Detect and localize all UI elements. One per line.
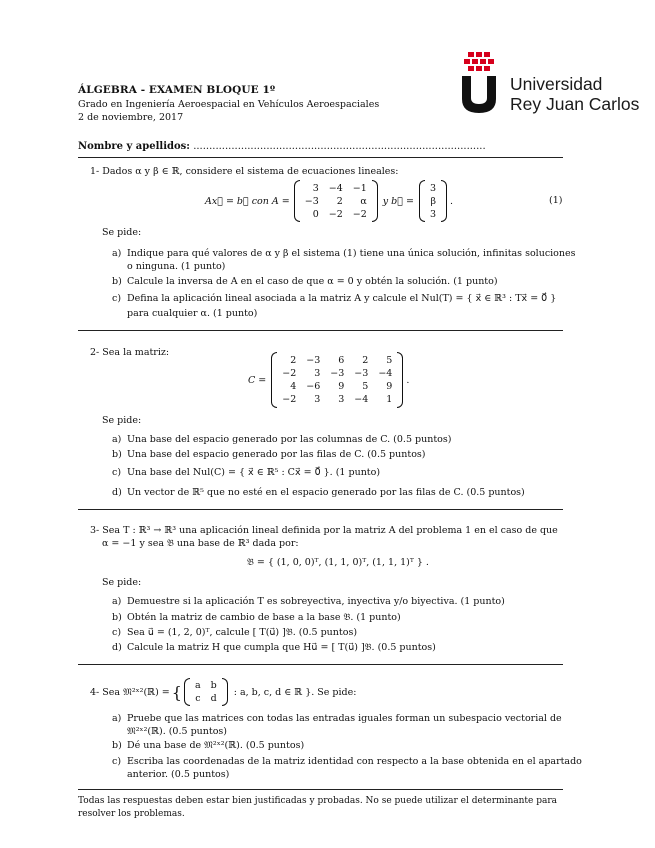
list-item: Una base del espacio generado por las filas de C. (0.5 puntos) [127, 449, 426, 460]
item-mark: b) [112, 449, 122, 460]
matrix-cell: α [360, 195, 367, 207]
matrix-cell: −4 [354, 394, 369, 405]
item-mark: d) [112, 642, 122, 653]
list-item: Un vector de ℝ⁵ que no esté en el espacio generado por las filas de C. (0.5 puntos) [127, 487, 525, 498]
problem-1-intro: 1- Dados α y β ∈ ℝ, considere el sistema de ecuaciones lineales: [90, 166, 399, 177]
matrix-a [300, 182, 372, 221]
list-item: Calcule la matriz H que cumpla que Hu⃗ = [ T(u⃗) ]𝔅. (0.5 puntos) [127, 642, 436, 653]
list-item: 𝔐²ˣ²(ℝ). (0.5 puntos) [127, 726, 228, 737]
matrix-cell: −3 [304, 195, 319, 207]
item-mark: c) [112, 756, 122, 767]
problem-1-equation: Ax⃗ = b⃗ con A = 3 −4 −1 −3 2 α 0 −2 −2 y b⃗ = 3 β 3 . [205, 180, 453, 222]
equation-number: (1) [549, 195, 563, 206]
divider [78, 664, 563, 665]
footer-note: Todas las respuestas deben estar bien justificadas y probadas. No se puede utilizar el determinante para resolver los problemas. [78, 796, 558, 819]
matrix-cell: 4 [290, 381, 297, 392]
list-item: Dé una base de 𝔐²ˣ²(ℝ). (0.5 puntos) [127, 740, 305, 751]
matrix-cell: −3 [330, 368, 345, 379]
bracket-right [397, 352, 403, 408]
university-name [510, 74, 639, 114]
list-item: Demuestre si la aplicación T es sobreyectiva, inyectiva y/o biyectiva. (1 punto) [127, 596, 505, 607]
item-mark: b) [112, 276, 122, 287]
list-item: Calcule la inversa de A en el caso de que α = 0 y obtén la solución. (1 punto) [127, 276, 498, 287]
matrix-cell: 2 [362, 355, 369, 366]
matrix-cell: 9 [386, 381, 393, 392]
item-mark: b) [112, 612, 122, 623]
problem-3-intro-1: 3- Sea T : ℝ³ → ℝ³ una aplicación lineal definida por la matriz A del problema 1 en el caso de que [90, 525, 558, 536]
bracket-right [372, 180, 378, 222]
divider [78, 509, 563, 510]
matrix-cell: 2 [290, 355, 297, 366]
university-line-1: Universidad [510, 74, 603, 94]
problem-4-intro-right: : a, b, c, d ∈ ℝ }. Se pide: [233, 686, 357, 698]
list-item: Pruebe que las matrices con todas las entradas iguales forman un subespacio vectorial de [127, 713, 562, 724]
divider [78, 330, 563, 331]
list-item: Indique para qué valores de α y β el sistema (1) tiene una única solución, infinitas soluciones [127, 248, 576, 259]
matrix-cell: b [210, 680, 217, 691]
item-mark: c) [112, 627, 122, 638]
divider [78, 789, 563, 790]
vector-cell: 3 [429, 208, 436, 220]
list-item: Sea u⃗ = (1, 2, 0)ᵀ, calcule [ T(u⃗) ]𝔅. (0.5 puntos) [127, 627, 358, 638]
equation-left: Ax⃗ = b⃗ con A = [205, 195, 290, 207]
equation-mid: y b⃗ = [382, 195, 414, 207]
matrix-cell: 3 [314, 368, 321, 379]
list-item: Escriba las coordenadas de la matriz identidad con respecto a la base obtenida en el apartado [127, 756, 582, 767]
matrix-cell: −3 [306, 355, 321, 366]
student-name-label: Nombre y apellidos: [78, 141, 191, 152]
exam-date: 2 de noviembre, 2017 [78, 112, 184, 123]
item-mark: d) [112, 487, 122, 498]
matrix-cell: −2 [328, 208, 343, 220]
matrix-cell: 5 [362, 381, 369, 392]
problem-1-ask: Se pide: [102, 227, 142, 238]
item-mark: a) [112, 248, 122, 259]
list-item: anterior. (0.5 puntos) [127, 769, 230, 780]
problem-3-intro-2: α = −1 y sea 𝔅 una base de ℝ³ dada por: [102, 538, 299, 549]
bracket-right [222, 678, 228, 706]
item-mark: b) [112, 740, 122, 751]
matrix-c [277, 354, 397, 406]
problem-3-basis: 𝔅 = { (1, 0, 0)ᵀ, (1, 1, 0)ᵀ, (1, 1, 1)ᵀ } . [247, 557, 429, 568]
vector-cell: 3 [429, 182, 436, 194]
vector-cell: β [430, 195, 436, 207]
problem-2-intro: 2- Sea la matriz: [90, 347, 170, 358]
matrix-cell: 3 [338, 394, 345, 405]
list-item: Una base del espacio generado por las columnas de C. (0.5 puntos) [127, 434, 452, 445]
matrix-cell: 3 [314, 394, 321, 405]
matrix-cell: 1 [386, 394, 393, 405]
matrix-cell: 9 [338, 381, 345, 392]
matrix-cell: −2 [282, 394, 297, 405]
divider [78, 157, 563, 158]
matrix-cell: −2 [352, 208, 367, 220]
matrix-cell: 5 [386, 355, 393, 366]
matrix-cell: c [195, 693, 201, 704]
matrix-cell: −3 [354, 368, 369, 379]
list-item: Obtén la matriz de cambio de base a la base 𝔅. (1 punto) [127, 612, 401, 623]
student-name-field[interactable] [78, 141, 486, 152]
matrix-cell: a [194, 680, 201, 691]
problem-2-ask: Se pide: [102, 415, 142, 426]
matrix-cell: 0 [312, 208, 319, 220]
list-item: para cualquier α. (1 punto) [127, 308, 258, 319]
matrix-cell: −4 [378, 368, 393, 379]
list-item: o ninguna. (1 punto) [127, 261, 226, 272]
matrix-cell: d [210, 693, 217, 704]
problem-4-intro: 4- Sea 𝔐²ˣ²(ℝ) = { a b c d : a, b, c, d ∈ ℝ }. Se pide: [90, 680, 357, 704]
matrix-cell: −2 [282, 368, 297, 379]
student-name-dots: ............................................................................................ [193, 141, 486, 152]
matrix-c-label: C = [248, 374, 267, 386]
matrix-cell: −6 [306, 381, 321, 392]
matrix-cell: −1 [352, 182, 367, 194]
matrix-cell: −4 [328, 182, 343, 194]
vector-b [425, 182, 441, 221]
degree-name: Grado en Ingeniería Aeroespacial en Vehículos Aeroespaciales [78, 99, 380, 110]
item-mark: c) [112, 293, 122, 304]
item-mark: c) [112, 467, 122, 478]
item-mark: a) [112, 434, 122, 445]
item-mark: a) [112, 713, 122, 724]
matrix-m [190, 679, 222, 705]
bracket-right [441, 180, 447, 222]
problem-4-intro-left: 4- Sea 𝔐²ˣ²(ℝ) = [90, 686, 170, 698]
university-line-2: Rey Juan Carlos [510, 94, 640, 114]
problem-2-matrix: C = 2 −3 6 2 5 −2 3 −3 −3 −4 4 −6 9 5 9 −2 3 3 −4 1 . [248, 352, 409, 408]
matrix-cell: 2 [336, 195, 343, 207]
university-logo-icon [458, 52, 500, 116]
matrix-cell: 3 [312, 182, 319, 194]
exam-title: ÁLGEBRA - EXAMEN BLOQUE 1º [78, 84, 276, 96]
item-mark: a) [112, 596, 122, 607]
list-item: Defina la aplicación lineal asociada a la matriz A y calcule el Nul(T) = { x⃗ ∈ ℝ³ : Tx⃗ = 0⃗ } [127, 293, 557, 304]
matrix-cell: 6 [338, 355, 345, 366]
problem-3-ask: Se pide: [102, 577, 142, 588]
list-item: Una base del Nul(C) = { x⃗ ∈ ℝ⁵ : Cx⃗ = 0⃗ }. (1 punto) [127, 467, 381, 478]
